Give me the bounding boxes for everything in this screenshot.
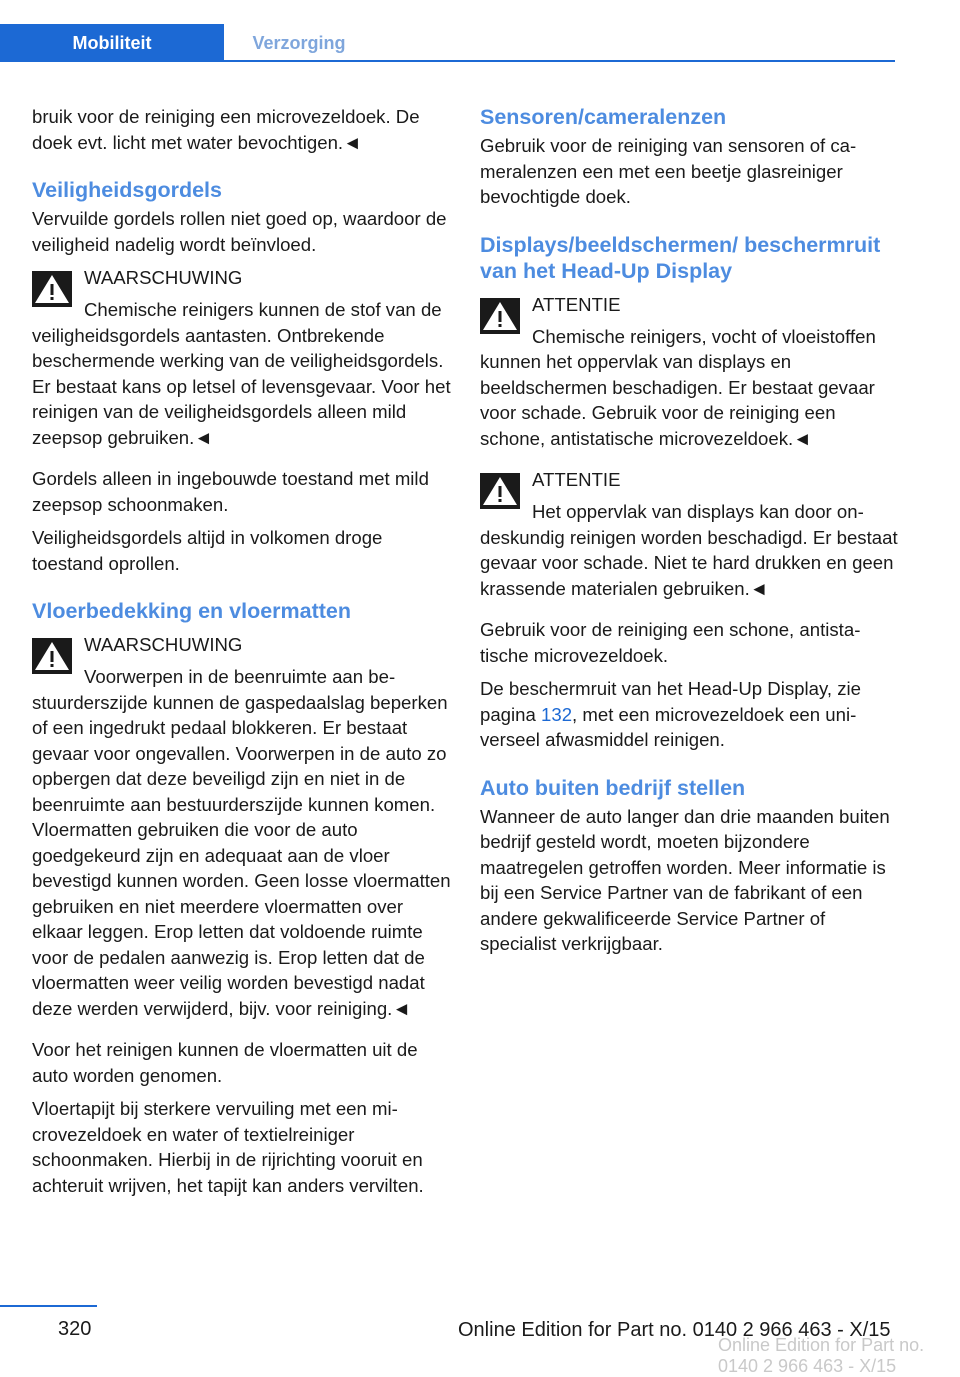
caution-text: Chemische reinigers, vocht of vloeistoffen kunnen het oppervlak van displays en beeldschermen beschadigen. Er bestaat gevaar voor schade. Gebruik voor de reiniging een schone, antistatische microvezeldoek.◄ [480,325,876,449]
warning-text: Voorwerpen in de beenruimte aan bestuurderszijde kunnen de gaspedaalslag beperken of een ingedrukt pedaal blokkeren. Er bestaat gevaar voor ongevallen. Voorwerpen in de auto zo opbergen dat deze beveiligd zijn en niet in de beenruimte aan bestuurderszijde kunnen komen. Vloermatten gebruiken die voor de auto goedgekeurd zijn en adequaat aan de vloer bevestigd kunnen worden. Geen losse vloermatten gebruiken en niet meerdere vloermatten over elkaar leggen. Erop letten dat voldoende ruimte voor de pedalen aanwezig is. Erop letten dat de vloermatten weer veilig worden bevestigd nadat deze werden verwijderd, bijv. voor reiniging.◄ [32,666,451,1019]
section-heading-sensors: Sensoren/cameralenzen [480,105,727,129]
watermark: Online Edition for Part no. 0140 2 966 463 - X/15 [718,1335,925,1376]
footer-rule [0,1305,97,1307]
displays-caution-1 [480,292,898,452]
sensors-paragraph: Gebruik voor de reiniging van sensoren of cameralenzen een met een beetje glasreiniger bevochtigde doek. [480,135,857,207]
floor-paragraph-2: Vloertapijt bij sterkere vervuiling met een microvezeldoek en water of textielreiniger schoonmaken. Hierbij in de rijrichting vooruit en achteruit wrijven, het tapijt kan anders vervilten. [32,1098,424,1196]
right-column [480,104,898,965]
caution-text: Het oppervlak van displays kan door ondeskundig reinigen worden beschadigd. Er bestaat gevaar voor schade. Niet te hard drukken en geen krassende materialen gebruiken.◄ [480,501,898,599]
edition-note: Online Edition for Part no. 0140 2 966 463 - X/15 [458,1319,891,1341]
section-heading-displays: Displays/beeldschermen/ beschermruit van het Head-Up Display [480,232,881,283]
tab-verzorging[interactable]: Verzorging [252,33,346,53]
floor-paragraph-1: Voor het reinigen kunnen de vloermatten uit de auto worden genomen. [32,1039,418,1086]
chapter-tab-bar [0,24,895,62]
warning-title: WAARSCHUWING [84,634,243,655]
caution-triangle-icon [480,473,520,509]
floor-warning [32,632,452,1021]
text-segment: , met een microvezeldoek een universeel afwasmiddel reinigen. [480,703,857,750]
caution-title: ATTENTIE [532,293,621,315]
displays-paragraph-2 [480,676,898,753]
left-column [32,104,452,1206]
warning-triangle-icon [32,638,72,674]
text-segment: De beschermruit van het Head-Up Display, zie pagina [480,678,861,725]
warning-text: Chemische reinigers kunnen de stof van de veiligheidsgordels aantasten. Ontbrekende beschermende werking van de veiligheidsgordels. Er bestaat kans op letsel of levensgevaar. Voor het reinigen van de veiligheidsgordels alleen mild zeepsop gebruiken.◄ [32,299,451,448]
page-link[interactable]: 132 [541,703,573,725]
warning-title: WAARSCHUWING [84,267,243,288]
section-heading-storage: Auto buiten bedrijf stellen [480,775,746,800]
tab-underline [0,60,895,62]
section-heading-floor: Vloerbedekking en vloermatten [32,599,352,623]
seatbelts-paragraph: Vervuilde gordels rollen niet goed op, waardoor de veiligheid nadelig wordt beïnvloed. [32,208,447,255]
displays-paragraph-1: Gebruik voor de reiniging een schone, antistatische microvezeldoek. [480,619,861,666]
storage-paragraph: Wanneer de auto langer dan drie maanden buiten bedrijf gesteld wordt, moeten bijzondere maatregelen getroffen worden. Meer informatie is bij een Service Partner van de fabrikant of een andere gekwalificeerde Service Partner of specialist verkrijgbaar. [480,805,890,954]
caution-title: ATTENTIE [532,469,621,490]
seatbelts-paragraph-3: Veiligheidsgordels altijd in volkomen droge toestand oprollen. [32,527,383,574]
caution-triangle-icon [480,298,520,334]
page-number: 320 [58,1318,92,1340]
displays-caution-2 [480,467,898,601]
warning-triangle-icon [32,271,72,307]
tab-mobiliteit[interactable]: Mobiliteit [0,24,224,62]
seatbelts-warning [32,265,452,450]
intro-paragraph: bruik voor de reiniging een microvezeldoek. De doek evt. licht met water bevochtigen.◄ [32,106,420,153]
section-heading-seatbelts: Veiligheidsgordels [32,178,222,202]
seatbelts-paragraph-2: Gordels alleen in ingebouwde toestand met mild zeepsop schoonmaken. [32,468,429,515]
